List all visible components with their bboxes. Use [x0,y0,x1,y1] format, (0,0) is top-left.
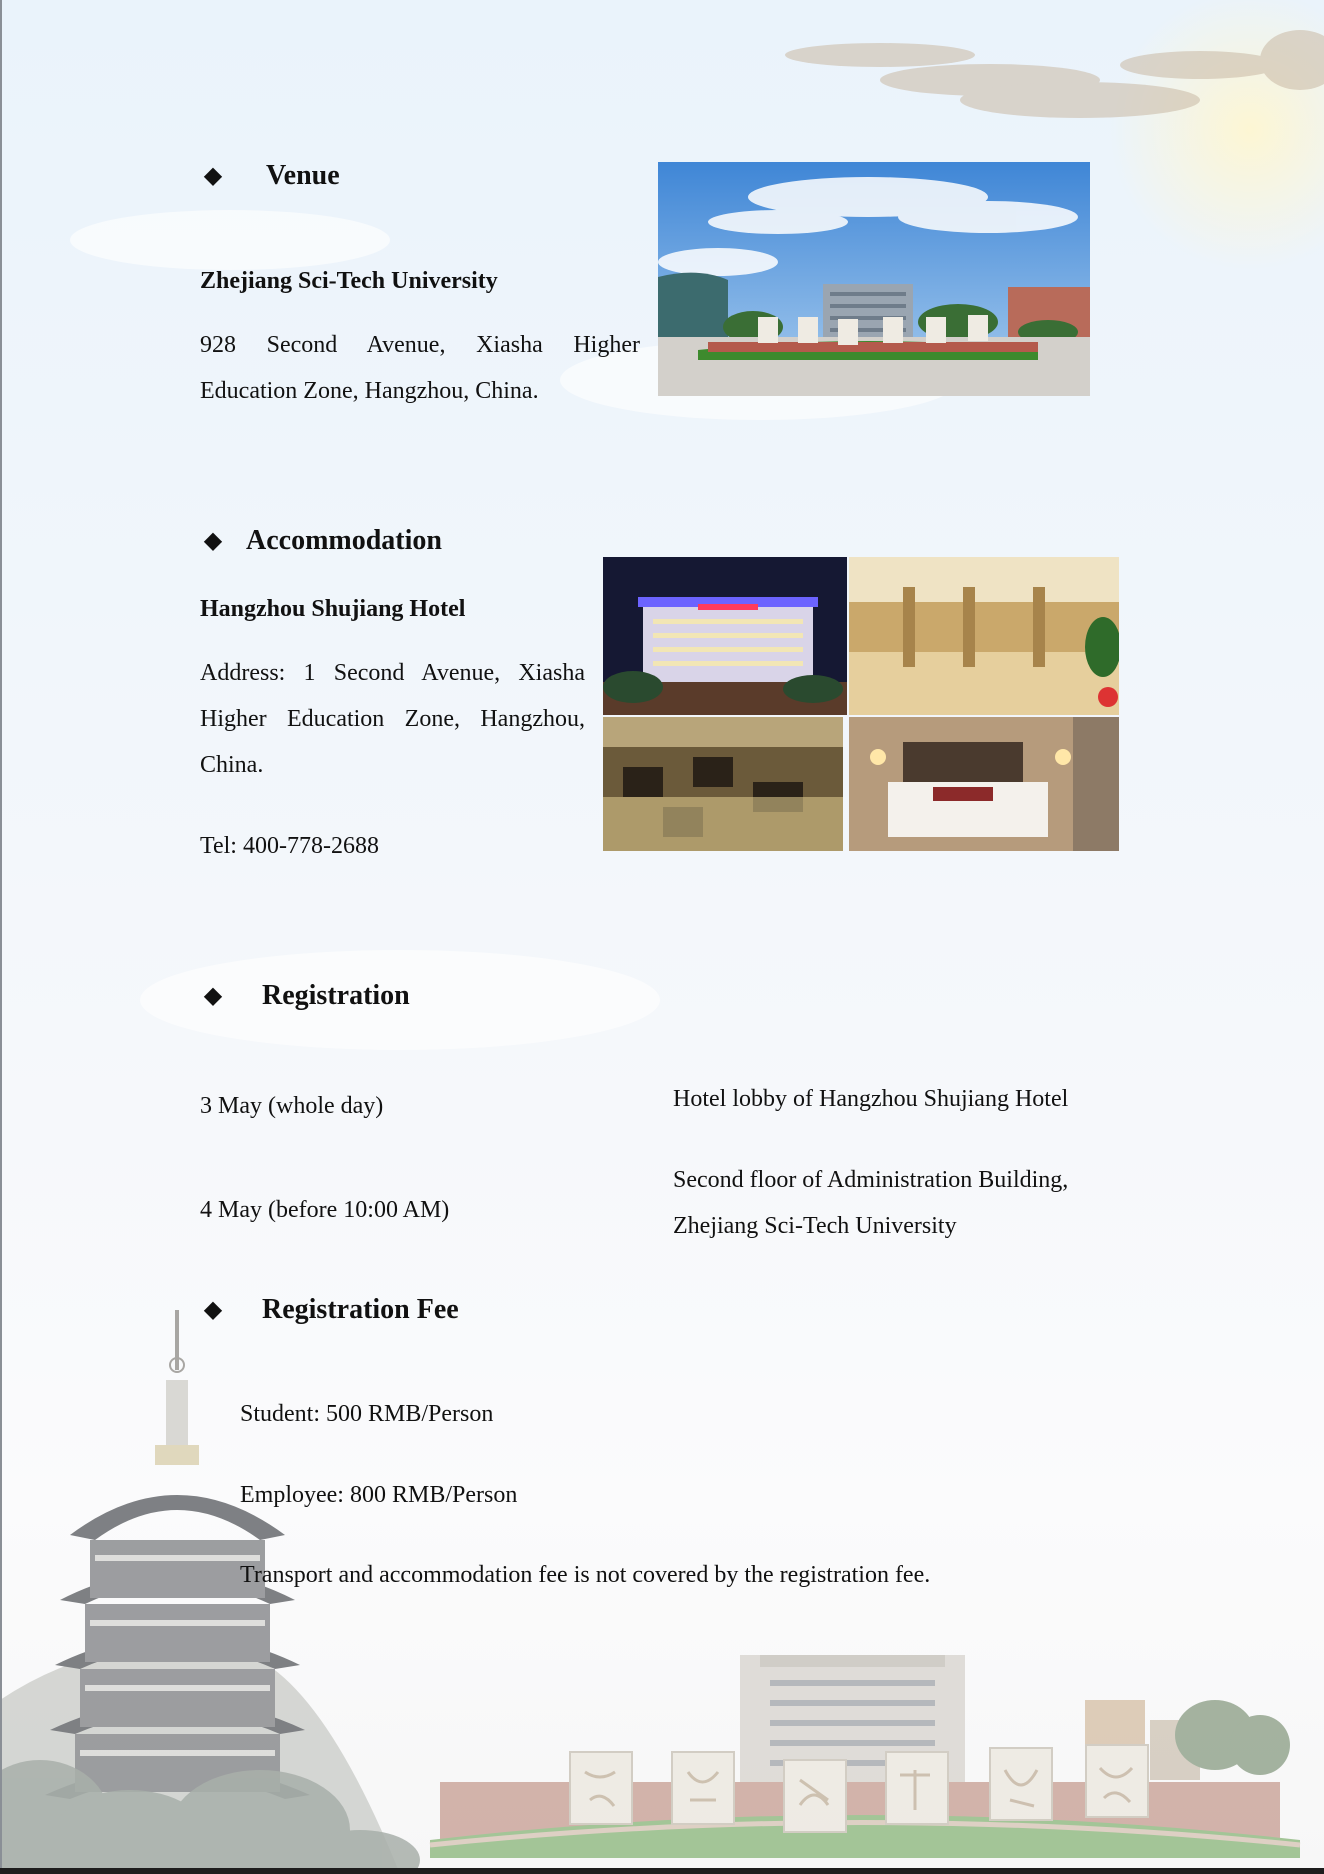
accommodation-heading-text: Accommodation [246,525,442,556]
fee-note: Transport and accommodation fee is not covered by the registration fee. [240,1562,931,1588]
diamond-bullet-icon: ◆ [203,1297,223,1323]
registration-heading-text: Registration [262,980,410,1011]
hotel-photo-collage [603,557,1119,851]
diamond-bullet-icon: ◆ [203,983,223,1009]
registration-date-1: 3 May (whole day) [200,1093,384,1119]
venue-heading-text: Venue [266,160,340,191]
venue-heading [200,162,340,190]
registration-heading [200,982,410,1010]
hotel-name: Hangzhou Shujiang Hotel [200,596,466,622]
bottom-border [0,1868,1324,1874]
registration-fee-heading [200,1296,459,1324]
hotel-tel: Tel: 400-778-2688 [200,833,379,859]
registration-location-1: Hotel lobby of Hangzhou Shujiang Hotel [673,1086,1069,1112]
venue-name: Zhejiang Sci-Tech University [200,268,498,294]
fee-student: Student: 500 RMB/Person [240,1401,494,1427]
venue-photo [658,162,1090,396]
diamond-bullet-icon: ◆ [203,163,223,189]
registration-fee-heading-text: Registration Fee [262,1294,459,1325]
fee-employee: Employee: 800 RMB/Person [240,1482,518,1508]
page-left-border [0,0,2,1874]
venue-address: 928 Second Avenue, Xiasha Higher Education Zone, Hangzhou, China. [200,332,640,404]
diamond-bullet-icon: ◆ [203,528,223,554]
hotel-address: Address: 1 Second Avenue, Xiasha Higher Education Zone, Hangzhou, China. [200,660,585,778]
registration-location-2: Second floor of Administration Building, Zhejiang Sci-Tech University [673,1167,1069,1239]
registration-date-2: 4 May (before 10:00 AM) [200,1197,450,1223]
accommodation-heading [200,527,442,555]
